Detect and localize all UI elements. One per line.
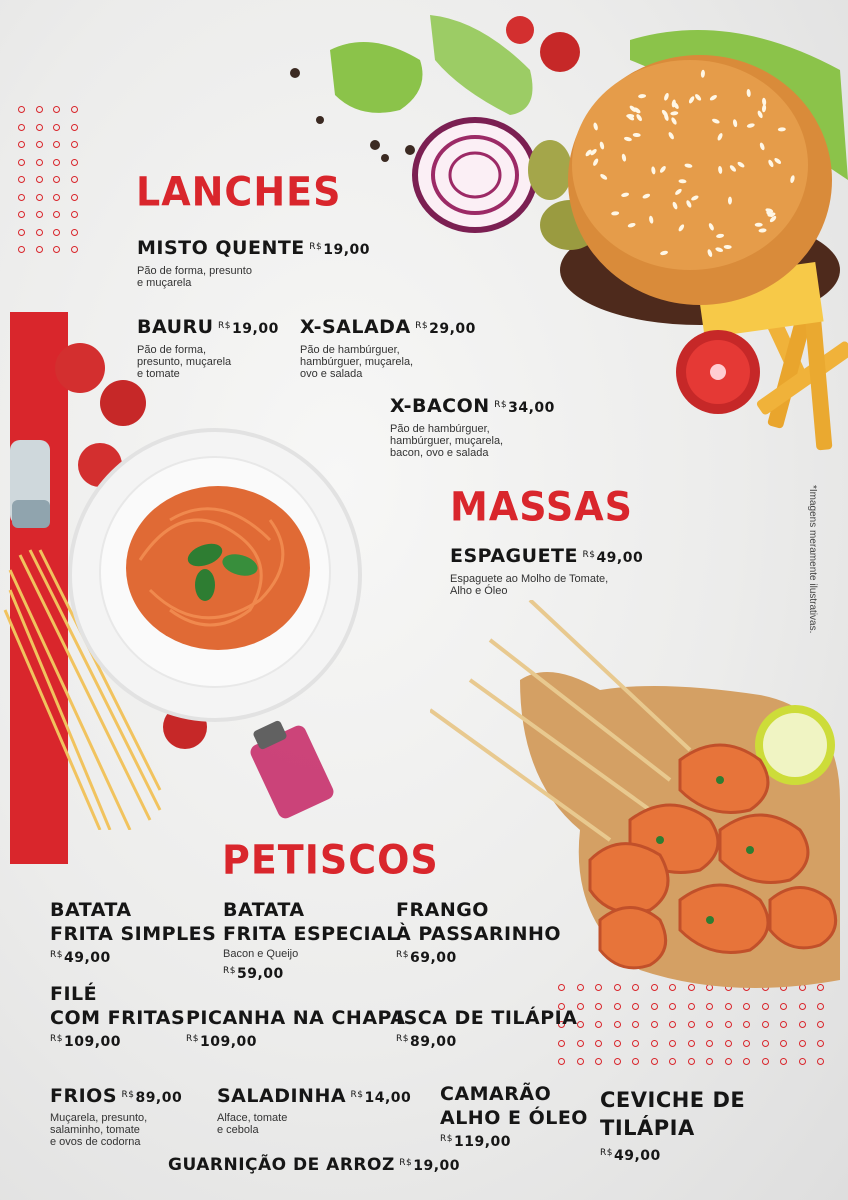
decorative-dot bbox=[53, 141, 60, 148]
menu-item-camarao-alho-e-oleo bbox=[440, 1082, 588, 1150]
decorative-dot bbox=[688, 1040, 695, 1047]
item-name: CAMARÃO ALHO E ÓLEO bbox=[440, 1083, 588, 1129]
decorative-dot bbox=[18, 246, 25, 253]
item-price: $^{R\$}$19,00 bbox=[218, 321, 279, 337]
decorative-dot bbox=[53, 106, 60, 113]
decorative-dot bbox=[18, 211, 25, 218]
decorative-dot bbox=[18, 141, 25, 148]
item-price: $^{R\$}$89,00 bbox=[396, 1034, 457, 1050]
item-description: Pão de hambúrguer, hambúrguer, muçarela, ovo e salada bbox=[300, 344, 414, 380]
menu-item-x-bacon bbox=[390, 394, 555, 459]
decorative-dot bbox=[71, 124, 78, 131]
decorative-dot bbox=[53, 159, 60, 166]
decorative-dot bbox=[817, 1058, 824, 1065]
menu-item-espaguete bbox=[450, 544, 643, 597]
item-name: BAURU bbox=[137, 316, 214, 338]
menu-item-bauru bbox=[137, 315, 279, 380]
item-price: $^{R\$}$14,00 bbox=[350, 1090, 412, 1106]
decorative-dot bbox=[743, 1058, 750, 1065]
decorative-dot bbox=[614, 1040, 621, 1047]
decorative-dot bbox=[725, 1058, 732, 1065]
item-price: $^{R\$}$19,00 bbox=[309, 242, 371, 258]
decorative-dot bbox=[36, 159, 43, 166]
item-name: SALADINHA bbox=[217, 1085, 347, 1107]
decorative-dot bbox=[651, 1058, 658, 1065]
item-price: $^{R\$}$109,00 bbox=[50, 1034, 122, 1050]
decorative-dot bbox=[725, 1040, 732, 1047]
item-name: ISCA DE TILÁPIA bbox=[396, 1007, 578, 1029]
decorative-dot bbox=[71, 229, 78, 236]
decorative-dot bbox=[577, 1058, 584, 1065]
decorative-dot bbox=[36, 194, 43, 201]
decorative-dot bbox=[799, 1040, 806, 1047]
decorative-dot bbox=[53, 246, 60, 253]
decorative-dot bbox=[36, 124, 43, 131]
decorative-dot bbox=[743, 1040, 750, 1047]
menu-item-saladinha bbox=[217, 1084, 411, 1136]
item-name: BATATA FRITA SIMPLES bbox=[50, 899, 217, 945]
decorative-dot bbox=[53, 176, 60, 183]
decorative-dot bbox=[18, 159, 25, 166]
item-price: $^{R\$}$119,00 bbox=[440, 1134, 512, 1150]
decorative-dot bbox=[18, 106, 25, 113]
decorative-dot bbox=[632, 1058, 639, 1065]
decorative-dot bbox=[36, 246, 43, 253]
decorative-dot bbox=[36, 229, 43, 236]
item-name: X-SALADA bbox=[300, 316, 411, 338]
decorative-dot bbox=[53, 124, 60, 131]
item-name: FRIOS bbox=[50, 1085, 118, 1107]
decorative-dot bbox=[71, 141, 78, 148]
item-name: ESPAGUETE bbox=[450, 545, 578, 567]
decorative-dot bbox=[577, 1040, 584, 1047]
item-price: $^{R\$}$49,00 bbox=[50, 950, 111, 966]
decorative-dot bbox=[36, 106, 43, 113]
decorative-dot bbox=[71, 211, 78, 218]
item-price: $^{R\$}$49,00 bbox=[582, 550, 644, 566]
item-price: $^{R\$}$59,00 bbox=[223, 966, 284, 982]
decorative-dot bbox=[595, 1058, 602, 1065]
item-name: FRANGO À PASSARINHO bbox=[396, 899, 562, 945]
decorative-dot bbox=[36, 176, 43, 183]
decorative-dot bbox=[71, 106, 78, 113]
item-description: Muçarela, presunto, salaminho, tomate e ovos de codorna bbox=[50, 1112, 148, 1148]
item-price: $^{R\$}$89,00 bbox=[121, 1090, 183, 1106]
decorative-dot bbox=[18, 194, 25, 201]
decorative-dot bbox=[780, 1040, 787, 1047]
decorative-dot bbox=[71, 176, 78, 183]
item-price: $^{R\$}$49,00 bbox=[600, 1148, 661, 1164]
decorative-dot bbox=[651, 1040, 658, 1047]
menu-item-batata-frita-especial bbox=[223, 898, 399, 982]
item-name: MISTO QUENTE bbox=[137, 237, 305, 259]
decorative-dot bbox=[36, 211, 43, 218]
decorative-dot bbox=[36, 141, 43, 148]
dot-pattern-top-left bbox=[18, 106, 88, 264]
menu-item-frios bbox=[50, 1084, 182, 1148]
decorative-dot bbox=[799, 1058, 806, 1065]
decorative-dot bbox=[632, 1040, 639, 1047]
disclaimer-note: *Imagens meramente ilustrativas. bbox=[807, 485, 818, 634]
menu-item-guarnicao-de-arroz bbox=[168, 1153, 460, 1177]
menu-item-file-com-fritas bbox=[50, 982, 185, 1050]
item-name: X-BACON bbox=[390, 395, 490, 417]
item-price: $^{R\$}$109,00 bbox=[186, 1034, 258, 1050]
menu-item-isca-de-tilapia bbox=[396, 1006, 577, 1050]
decorative-dot bbox=[669, 1058, 676, 1065]
item-price: $^{R\$}$69,00 bbox=[396, 950, 457, 966]
decorative-dot bbox=[18, 229, 25, 236]
decorative-dot bbox=[71, 194, 78, 201]
spaghetti-plate-illustration bbox=[0, 340, 370, 830]
decorative-dot bbox=[762, 1058, 769, 1065]
decorative-dot bbox=[71, 246, 78, 253]
item-name: PICANHA NA CHAPA bbox=[186, 1007, 406, 1029]
decorative-dot bbox=[53, 229, 60, 236]
decorative-dot bbox=[53, 211, 60, 218]
item-name: BATATA FRITA ESPECIAL bbox=[223, 899, 399, 945]
item-price: $^{R\$}$19,00 bbox=[399, 1158, 461, 1174]
item-description: Bacon e Queijo bbox=[223, 948, 299, 960]
item-description: Espaguete ao Molho de Tomate, Alho e Óleo bbox=[450, 573, 609, 597]
item-description: Pão de forma, presunto e muçarela bbox=[137, 265, 252, 289]
decorative-dot bbox=[71, 159, 78, 166]
decorative-dot bbox=[669, 1040, 676, 1047]
decorative-dot bbox=[688, 1058, 695, 1065]
menu-item-misto-quente bbox=[137, 236, 370, 289]
lanches-title: LANCHES bbox=[136, 168, 342, 216]
massas-title: MASSAS bbox=[450, 483, 634, 531]
item-name: FILÉ COM FRITAS bbox=[50, 983, 186, 1029]
menu-item-frango-a-passarinho bbox=[396, 898, 561, 966]
decorative-dot bbox=[614, 1058, 621, 1065]
menu-item-batata-frita-simples bbox=[50, 898, 216, 966]
item-description: Alface, tomate e cebola bbox=[217, 1112, 288, 1136]
decorative-dot bbox=[18, 176, 25, 183]
decorative-dot bbox=[762, 1040, 769, 1047]
item-name: CEVICHE DE TILÁPIA bbox=[600, 1088, 746, 1140]
item-price: $^{R\$}$34,00 bbox=[494, 400, 555, 416]
menu-item-x-salada bbox=[300, 315, 476, 380]
decorative-dot bbox=[817, 1040, 824, 1047]
item-description: Pão de hambúrguer, hambúrguer, muçarela, bacon, ovo e salada bbox=[390, 423, 504, 459]
petiscos-title: PETISCOS bbox=[222, 836, 439, 884]
decorative-dot bbox=[706, 1058, 713, 1065]
menu-item-ceviche-de-tilapia bbox=[600, 1086, 745, 1164]
decorative-dot bbox=[18, 124, 25, 131]
decorative-dot bbox=[558, 1058, 565, 1065]
menu-item-picanha-na-chapa bbox=[186, 1006, 405, 1050]
decorative-dot bbox=[595, 1040, 602, 1047]
decorative-dot bbox=[53, 194, 60, 201]
item-name: GUARNIÇÃO DE ARROZ bbox=[168, 1155, 395, 1175]
item-price: $^{R\$}$29,00 bbox=[415, 321, 476, 337]
decorative-dot bbox=[706, 1040, 713, 1047]
item-description: Pão de forma, presunto, muçarela e tomate bbox=[137, 344, 232, 380]
decorative-dot bbox=[780, 1058, 787, 1065]
